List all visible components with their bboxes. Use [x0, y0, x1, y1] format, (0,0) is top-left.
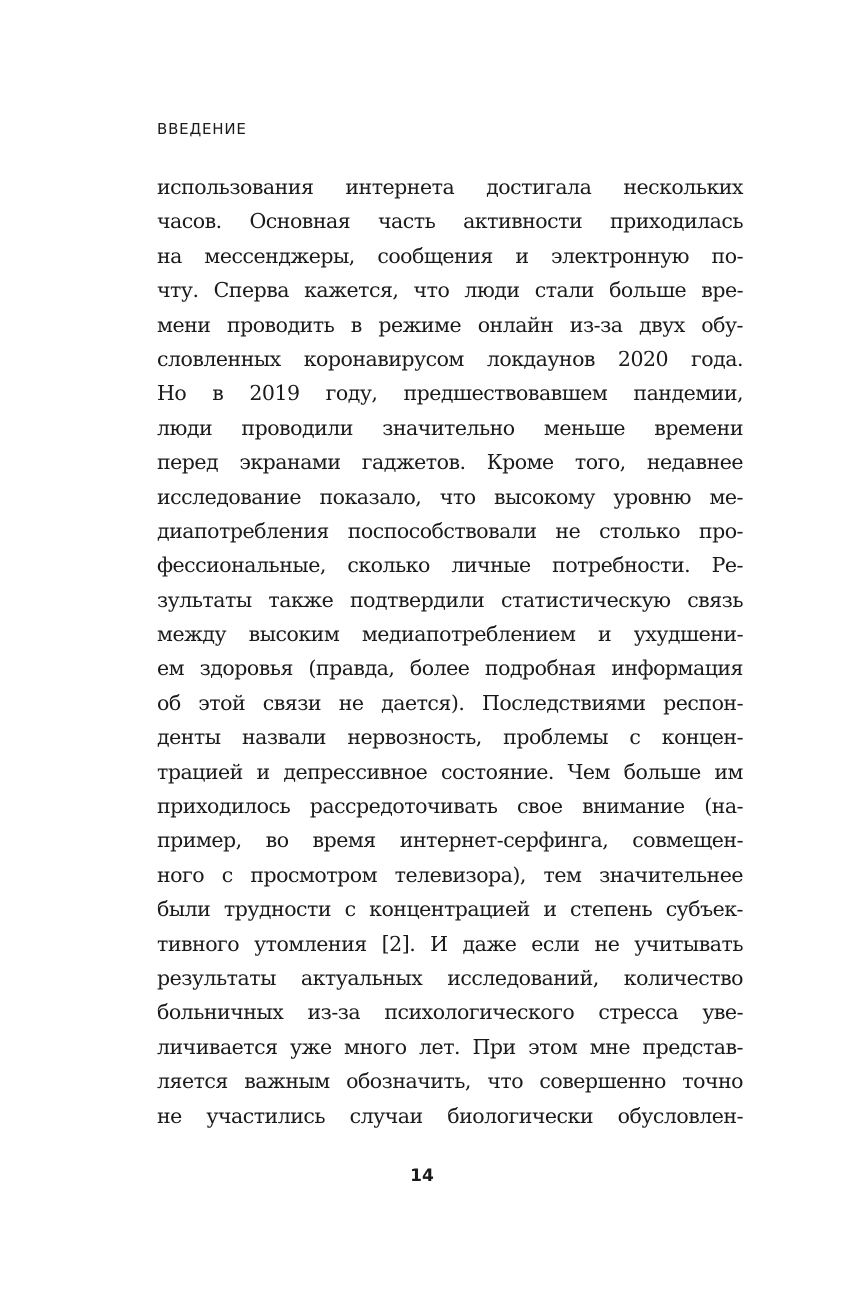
text-line: зультаты также подтвердили статистическую связь — [157, 587, 743, 612]
text-line: чту. Сперва кажется, что люди стали больше вре- — [157, 278, 743, 303]
text-line: пример, во время интернет-серфинга, совмещен- — [157, 828, 743, 853]
text-line: между высоким медиапотреблением и ухудшени- — [157, 622, 743, 647]
page-number: 14 — [410, 1166, 434, 1186]
text-line: мени проводить в режиме онлайн из-за двух обу- — [157, 312, 743, 337]
text-line: денты назвали нервозность, проблемы с концен- — [157, 725, 743, 750]
text-line: люди проводили значительно меньше времени — [157, 415, 743, 440]
text-line: приходилось рассредоточивать свое внимание (на- — [157, 794, 743, 819]
text-line: результаты актуальных исследований, количество — [157, 965, 743, 990]
text-line: об этой связи не дается). Последствиями респон- — [157, 690, 743, 715]
body-text — [157, 170, 743, 1133]
text-line: личивается уже много лет. При этом мне представ- — [157, 1034, 743, 1059]
text-line: часов. Основная часть активности приходилась — [157, 209, 743, 234]
text-line: диапотребления поспособствовали не столько про- — [157, 518, 743, 543]
running-head: ВВЕДЕНИЕ — [157, 120, 247, 138]
text-line: больничных из-за психологического стресса уве- — [157, 1000, 743, 1025]
text-line: ного с просмотром телевизора), тем значительнее — [157, 862, 743, 887]
text-line: ляется важным обозначить, что совершенно точно — [157, 1069, 743, 1094]
text-line: тивного утомления [2]. И даже если не учитывать — [157, 931, 743, 956]
text-line: на мессенджеры, сообщения и электронную по- — [157, 243, 743, 268]
text-line: перед экранами гаджетов. Кроме того, недавнее — [157, 450, 743, 475]
text-line: не участились случаи биологически обусловлен- — [157, 1103, 743, 1128]
text-line: трацией и депрессивное состояние. Чем больше им — [157, 759, 743, 784]
text-line: были трудности с концентрацией и степень субъек- — [157, 897, 743, 922]
text-line: исследование показало, что высокому уровню ме- — [157, 484, 743, 509]
text-line: Но в 2019 году, предшествовавшем пандемии, — [157, 381, 743, 406]
text-line: словленных коронавирусом локдаунов 2020 года. — [157, 346, 743, 371]
text-line: использования интернета достигала нескольких — [157, 175, 743, 199]
text-line: фессиональные, сколько личные потребности. Ре- — [157, 553, 743, 578]
text-line: ем здоровья (правда, более подробная информация — [157, 656, 743, 681]
